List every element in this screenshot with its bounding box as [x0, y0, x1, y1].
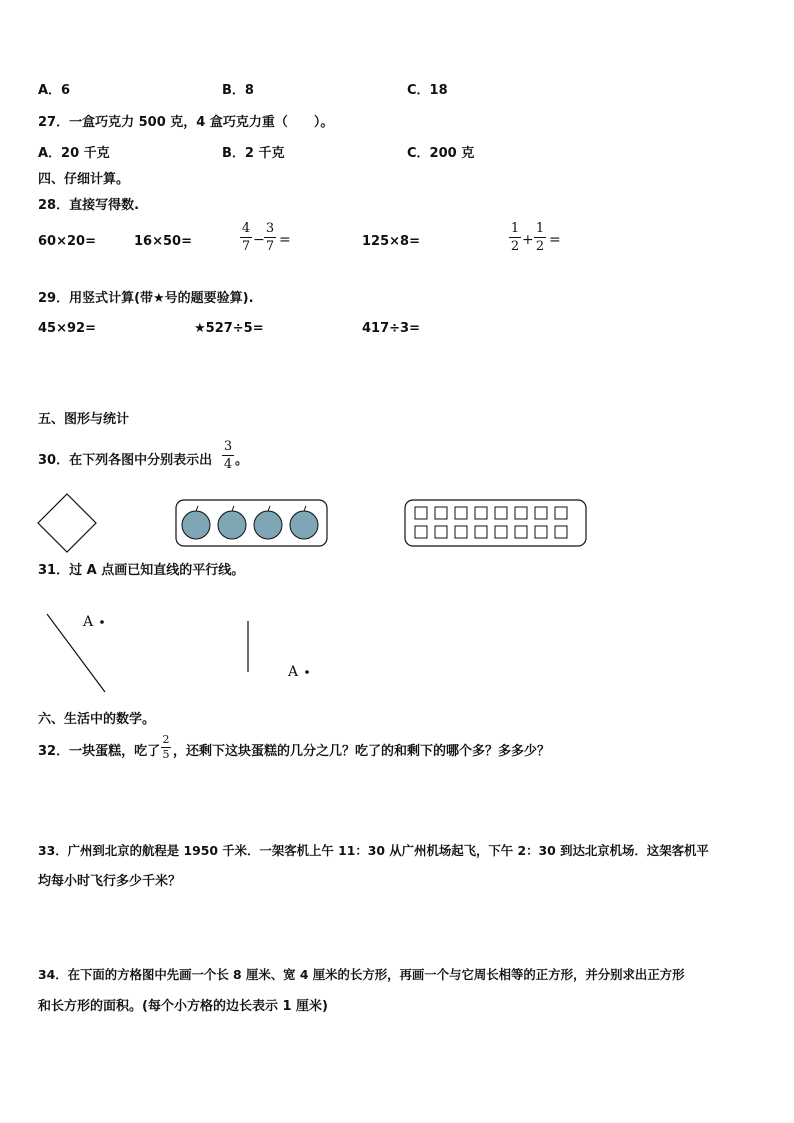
- q32-prefix: 32．一块蛋糕，吃了: [38, 744, 161, 759]
- q27-option-b: B．2 千克: [222, 146, 285, 161]
- q33-line2: 均每小时飞行多少千米？: [38, 874, 182, 889]
- q28-frac2-equals: =: [549, 232, 561, 248]
- q29-item-3: 417÷3=: [362, 321, 420, 336]
- q32-suffix: ，还剩下这块蛋糕的几分之几？吃了的和剩下的哪个多？多多少？: [173, 744, 551, 759]
- q34-line1: 34．在下面的方格图中先画一个长 8 厘米、宽 4 厘米的长方形，再画一个与它周长相等的正方形，并分别求出正方形: [38, 967, 685, 982]
- q29-item-2: ★527÷5=: [194, 321, 264, 336]
- section4-title: 四、仔细计算。: [38, 172, 130, 187]
- q29-title: 29．用竖式计算(带★号的题要验算).: [38, 291, 254, 306]
- point-a-label: A: [288, 664, 299, 680]
- q28-frac1-equals: =: [279, 232, 291, 248]
- q28-item-3: 125×8=: [362, 234, 420, 249]
- q30-suffix: 。: [235, 453, 249, 468]
- q32-fraction: [161, 734, 171, 761]
- q33-line1: 33．广州到北京的航程是 1950 千米．一架客机上午 11：30 从广州机场起飞，下午 2：30 到达北京机场．这架客机平: [38, 843, 709, 858]
- point-a-label: A: [83, 614, 94, 630]
- q26-option-c: C．18: [407, 83, 448, 98]
- denominator: 2: [535, 239, 545, 254]
- numerator: 1: [535, 221, 545, 236]
- numerator: 1: [510, 221, 520, 236]
- q26-option-a: A．6: [38, 83, 71, 98]
- q27-option-a: A．20 千克: [38, 146, 110, 161]
- q26-option-b: B．8: [222, 83, 254, 98]
- denominator: 5: [162, 748, 170, 761]
- numerator: 3: [223, 439, 233, 454]
- slanted-line: [47, 614, 105, 692]
- q28-item-2: 16×50=: [134, 234, 192, 249]
- q28-frac2-operator: +: [522, 232, 534, 248]
- point-a-dot: [100, 620, 104, 624]
- numerator: 3: [265, 221, 275, 236]
- q27-option-c: C．200 克: [407, 146, 475, 161]
- q28-item-1: 60×20=: [38, 234, 96, 249]
- q29-item-1: 45×92=: [38, 321, 96, 336]
- denominator: 4: [223, 457, 233, 472]
- point-a-dot: [305, 670, 309, 674]
- numerator: 2: [162, 733, 170, 746]
- q31-title: 31．过 A 点画已知直线的平行线。: [38, 563, 245, 578]
- denominator: 7: [241, 239, 251, 254]
- q30-prefix: 30．在下列各图中分别表示出: [38, 453, 213, 468]
- q34-line2: 和长方形的面积。(每个小方格的边长表示 1 厘米): [38, 999, 328, 1014]
- denominator: 2: [510, 239, 520, 254]
- denominator: 7: [265, 239, 275, 254]
- q28-frac1-operator: −: [253, 232, 265, 248]
- numerator: 4: [241, 221, 251, 236]
- section6-title: 六、生活中的数学。: [38, 712, 156, 727]
- q28-title: 28．直接写得数.: [38, 198, 140, 213]
- section5-title: 五、图形与统计: [38, 412, 130, 427]
- q27-question: 27．一盒巧克力 500 克，4 盒巧克力重（ ）。: [38, 115, 334, 130]
